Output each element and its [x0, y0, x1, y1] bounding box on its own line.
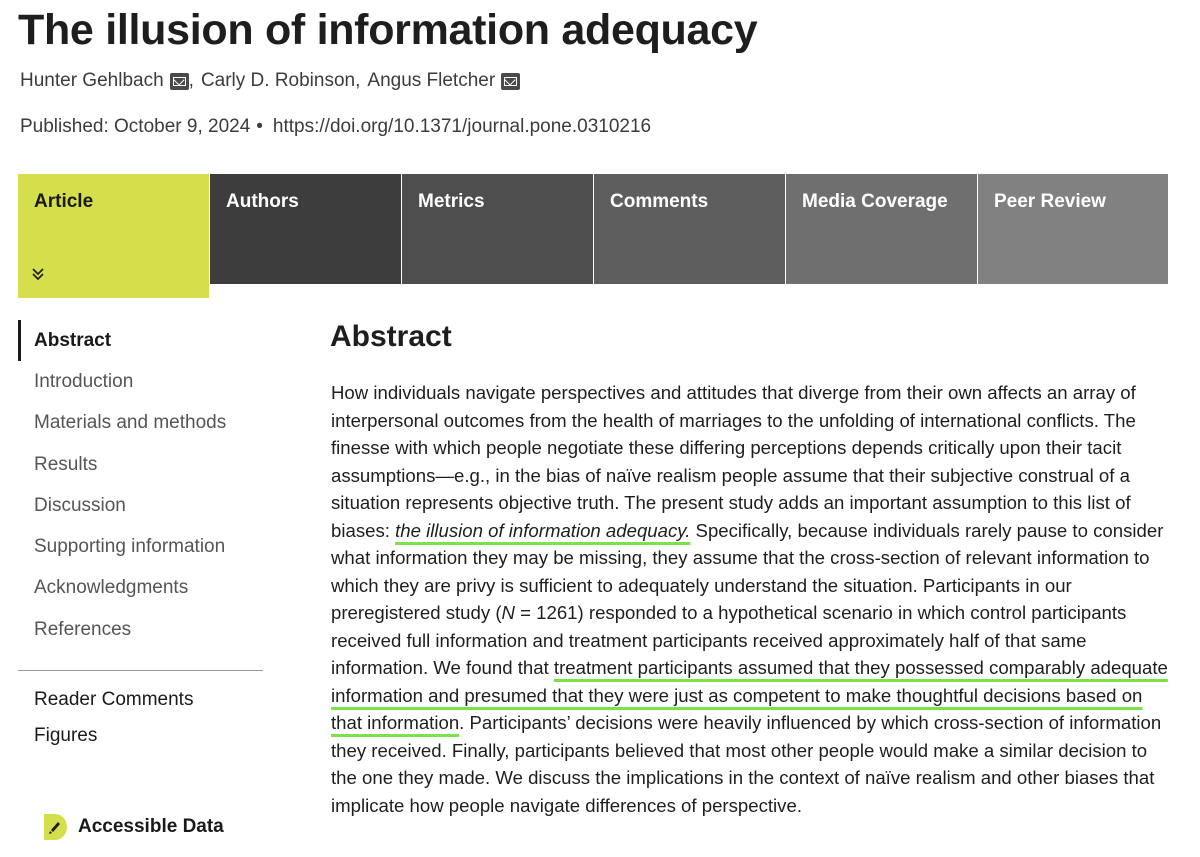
tab-peer-review[interactable] [978, 174, 1168, 284]
abstract-heading: Abstract [330, 320, 452, 353]
author-1[interactable] [20, 70, 189, 92]
author-list: Hunter Gehlbach , Carly D. Robinson , Angus Fletcher [20, 70, 520, 92]
tab-label: Media Coverage [802, 191, 948, 212]
author-2[interactable] [201, 70, 355, 92]
sidebar-links [34, 686, 193, 758]
tab-article[interactable] [18, 174, 210, 298]
tab-label: Comments [610, 191, 709, 212]
accessible-data-icon [42, 812, 68, 842]
abstract-text-part: ) responded to a hypothetical scenario in which control participants received full information and treatment participants received approximately half of that same information. We found that [331, 602, 1127, 678]
abstract-text-part: How individuals navigate perspectives and attitudes that diverge from their own affects an array of interpersonal outcomes from the health of marriages to the unfolding of international conflicts. The finesse with which people negotiate these differing perceptions depends critically upon their tacit assumptions—e.g., in the bias of naïve realism people assume that their subjective construal of a situation represents objective truth. The present study adds an important assumption to this list of biases: [331, 382, 1136, 541]
figures-link[interactable]: Figures [34, 725, 98, 746]
sidebar-item-discussion[interactable]: Discussion [34, 494, 126, 516]
sidebar-divider [18, 670, 263, 671]
tab-media-coverage[interactable] [786, 174, 978, 284]
accessible-data-label: Accessible Data [78, 816, 224, 837]
publication-info [20, 116, 651, 138]
author-name[interactable]: Angus Fletcher [367, 70, 496, 91]
article-tabs [18, 174, 1168, 298]
doi-link[interactable]: https://doi.org/10.1371/journal.pone.0310216 [272, 116, 652, 137]
sample-size-value: = 1261 [514, 602, 578, 623]
author-name[interactable]: Hunter Gehlbach [20, 70, 164, 91]
tab-label: Article [34, 191, 94, 212]
sidebar-item-results[interactable]: Results [34, 453, 98, 475]
sidebar-item-acknowledgments[interactable]: Acknowledgments [34, 577, 189, 599]
tab-comments[interactable] [594, 174, 786, 284]
sidebar-item-introduction[interactable]: Introduction [34, 371, 134, 392]
reader-comments-link[interactable]: Reader Comments [34, 689, 194, 710]
abstract-text [331, 379, 1177, 819]
highlighted-term: the illusion of information adequacy. [395, 519, 691, 541]
chevron-down-icon[interactable] [31, 267, 45, 286]
sidebar-item-references[interactable]: References [34, 618, 132, 640]
highlighted-finding: treatment participants assumed that they possessed comparably adequate information and presumed that they were just as competent to make thoughtful decisions based on that information [331, 657, 1168, 733]
author-name[interactable]: Carly D. Robinson [200, 70, 356, 91]
section-nav [18, 320, 263, 650]
sidebar-item-supporting-information[interactable]: Supporting information [34, 536, 226, 558]
email-icon[interactable] [501, 73, 520, 90]
abstract-text-part: Specifically, because individuals rarely pause to consider what information they may be missing, they assume that the cross-section of relevant information to which they are privy is sufficient to adequately understand the situation. Participants in our preregistered study ( [331, 519, 1164, 623]
tab-label: Metrics [418, 191, 485, 212]
sample-size-symbol: N [501, 602, 515, 623]
tab-metrics[interactable] [402, 174, 594, 284]
tab-authors[interactable] [210, 174, 402, 284]
article-title: The illusion of information adequacy [18, 6, 758, 54]
accessible-data-badge[interactable] [42, 812, 224, 842]
abstract-text-part: . Participants’ decisions were heavily influenced by which cross-section of information they received. Finally, participants believed that most other people would make a similar decision to the one they made. We discuss the implications in the context of naïve realism and other biases that implicate how people navigate differences of perspective. [331, 712, 1162, 816]
tab-label: Authors [226, 191, 299, 212]
email-icon[interactable] [170, 73, 189, 90]
author-3[interactable] [367, 70, 520, 92]
published-date: Published: October 9, 2024 [20, 116, 251, 137]
sidebar-item-materials-and-methods[interactable]: Materials and methods [34, 412, 227, 434]
bullet-separator: • [256, 116, 263, 137]
sidebar-item-abstract[interactable]: Abstract [18, 320, 263, 361]
tab-label: Peer Review [994, 191, 1106, 212]
